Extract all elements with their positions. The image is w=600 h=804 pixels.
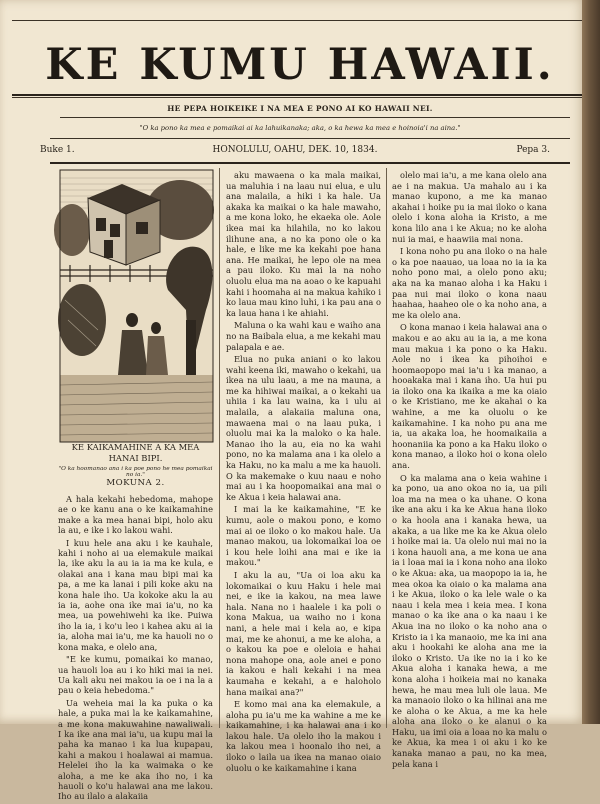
article-title: KE KAIKAMAHINE A KA MEA HANAI BIPI. <box>71 442 200 463</box>
paragraph: I aku la au, "Ua oi loa aku ka lokomaikai o kuu Haku i hele mai nei, e ike ia kakou, na mea lawe hala. Nana no i haalele i ka poli o kona Makua, ua waiho no i kona nani, a hele mai i kela ao, e kipa mai, me ke ahonui, a me ke aloha, a o kakou ka poe e oleloia e hahai nona mahope ona, aole anei e pono ia kakou e hali kekahi i na mea kaumaha e kekahi, a e haloholo hana maikai ana?" <box>226 569 381 697</box>
top-rule <box>12 20 582 21</box>
masthead-title: KE KUMU HAWAII. <box>45 40 555 90</box>
column-1-text <box>58 494 213 804</box>
chapter-heading: MOKUNA 2. <box>106 478 165 488</box>
woodcut-illustration <box>60 170 213 442</box>
column-3-text <box>392 170 547 771</box>
paragraph: I mai la ke kaikamahine, "E ke kumu, aole o makou pono, e komo mai ai oe iloko o ko makou hale. Ua manao makou, ua lokomaikai loa oe i kou hele loihi ana mai e ike ia makou." <box>226 504 381 568</box>
article-caption: "O ka hoomanao ana i ka poe pono he mea pomaikai no ia." <box>58 466 213 478</box>
subtitle-rule <box>60 117 570 118</box>
paragraph: O kona manao i keia halawai ana o makou e ao aku au ia ia, a me kona mau makua i ka pono o ka Haku. Aole no i ikea ka pihoihoi e hoomaopopo mai ia'u i ka manao, a hooakaka mai i kana iho. Ua hui pu ia iloko ona ka ikaika a me ka oiaio o ke Kristiano, me ke akahai o ka wahine, a me ka oluolu o ke kaikamahine. I ka noho pu ana me ia, ua akaka loa, he hoomaikaiia a hoonaniia ka pono a ka Haku iloko o kona manao, a iloko hoi o kona olelo ana. <box>392 322 547 471</box>
paragraph: O ka malama ana o keia wahine i ka pono, ua ano okoa no ia, ua pili loa ma na mea o ka uhane. O kona ike ana aku i ka ke Akua hana iloko o ka hoola ana i kanaka hewa, ua akaka, a ua like me ka ke Akua olelo i hoike mai ia. Ua olelo nui mai no ia i kona hauoli ana, a me kona ue ana ia i loaa mai ia i kona noho ana iloko o ke Akua: aka, ua maopopo ia ia, he mea okoa ka oiaio o ka malama ana i ke Akua, iloko o ka lele wale o ka naau i kela mea i keia mea. I kona manao o ka ike ana o ka naau i ke Akua ina no iloko o ka noho ana o Kristo ia i ka manaoio, me ka ini ana aku i hookahi ke aloha ana me ia iloko o Kristo. Ua ike no ia i ko ke Akua aloha i kanaka hewa, a me kona aloha i hoikeia mai no kanaka hewa, he mau mea luli ole laua. Me ka manaoio iloko o ka hilinai ana me ke aloha o ke Akua, a me ka hele aloha ana iloko o ke alanui o ka Haku, ua imi oia a loaa no ka malu o ke Akua, ka mea i oi aku i ko ke kanaka manao a pau, no ka mea, pela kana i <box>392 472 547 769</box>
column-divider-2 <box>386 168 387 728</box>
masthead-rule <box>12 94 582 96</box>
motto: "O ka pono ka mea e pomaikai ai ka lahuikanaka; aka, o ka hewa ka mea e hoinoia'i na aina." <box>139 124 461 132</box>
column-divider-1 <box>219 168 220 728</box>
paragraph: E komo mai ana ka elemakule, a aloha pu ia'u me ka wahine a me ke kaikamahine, i ka halawai ana i ko lakou hale. Ua olelo iho la makou i ka lakou mea i hoonalo iho nei, a iloko o laila ua ikea na manao oiaio oluolu o ke kaikamahine i kana <box>226 699 381 773</box>
column-2-text <box>226 170 381 775</box>
volume-label: Buke 1. <box>40 145 75 155</box>
paragraph: I kona noho pu ana iloko o na hale o ka poe naauao, ua loaa no ia ia ka noho pono mai, a olelo pono aku; aka na ka manao aloha i ka Haku i paa nui mai iloko o kona naau haahaa, haaheo ole o ka noho ana, a me ka olelo ana. <box>392 246 547 320</box>
book-edge <box>582 0 600 724</box>
paragraph: aku mawaena o ka mala maikai, ua maluhia i na laau nui elua, e ulu ana malaila, a hiki i ka hale. Ua akaka ka maikai o ka hale mawaho, a me kona loko, he ekaeka ole. Aole ikea mai ka hilahila, no ko lakou ilihune ana, a no ka pono ole o ka hale, e like me ka kekahi poe hana ana. He maikai, he lepo ole na mea a pau iloko. Ku mai la na noho oluolu elua ma na aoao o ke kapuahi kahi i hoomaha ai na makua kahiko i ko laua mau kino luhi, i ka pau ana o ka laua hana i ke ahiahi. <box>226 170 381 318</box>
subtitle: HE PEPA HOIKEIKE I NA MEA E PONO AI KO HAWAII NEI. <box>167 104 433 113</box>
issue-label: Pepa 3. <box>516 145 550 155</box>
paragraph: Maluna o ka wahi kau e waiho ana no na Baibala elua, a me kekahi mau palapala e ae. <box>226 320 381 352</box>
paragraph: "E ke kumu, pomaikai ko manao, ua hauoli loa au i ko hiki mai ia nei. Ua kali aku nei makou ia oe i na la a pau o keia hebedoma." <box>58 654 213 696</box>
paragraph: Ua weheia mai la ka puka o ka hale, a puka mai la ke kaikamahine, a me kona makuwahine nawaliwali. I ka ike ana mai ia'u, ua kupu mai la paha ka manao i ka lua kupapau, kahi a makou i hoalawai ai mamua. Helelei iho la ka waimaka o ke aloha, a me ke aka iho no, i ka hauoli o ko'u halawai ana me lakou. Iho au ilalo a alakaiia <box>58 697 213 802</box>
motto-rule <box>50 138 570 139</box>
paragraph: Elua no puka aniani o ko lakou wahi keena iki, mawaho o kekahi, ua ikea na ulu laau, a me na mauna, a me ka hihiwai maikai, a o kekahi ua uhiia i ka lau waina, ka i ulu ai malaila, a alakaiia maluna ona, mawaena mai o na laau puka, i oluolu mai ka la maloko o ka hale. Manao iho la au, eia no ka wahi pono, no ka malama ana i ka olelo a ka Haku, no ka malu a me ka hauoli. O ka makemake o kuu naau e noho mai au i ka hoopomaikai ana mai o ke Akua i keia halawai ana. <box>226 354 382 502</box>
masthead-rule-thin <box>12 97 582 98</box>
paragraph: A hala kekahi hebedoma, mahope ae o ke kanu ana o ke kaikamahine make a ka mea hanai bipi, holo aku la au, e ike i ko lakou wahi. <box>58 494 213 536</box>
paragraph: I kuu hele ana aku i ke kauhale, kahi i noho ai ua elemakule maikai la, ike aku la au ia ia ma ke kula, e olakai ana i kana mau bipi mai ka pa, a me ka lanai i pili koke aku na kona hale iho. Ua kokoke aku la au ia ia, aohe ona ike mai ia'u, no ka mea, ua powehiwehi ka ike. Puiwa iho la ia, i ko'u leo i kahea aku ai ia ia, aloha mai ia'u, me ka hauoli no o kona maka, e olelo ana, <box>58 537 213 652</box>
dateline-rule <box>50 162 570 164</box>
place-date: HONOLULU, OAHU, DEK. 10, 1834. <box>212 145 378 155</box>
paragraph: olelo mai ia'u, a me kana olelo ana ae i na makua. Ua mahalo au i ka manao kupono, a me ka manao akahai i hoike pu ia mai iloko o kana olelo i kona aloha ia Kristo, a me kona lilo ana i ke Akua; no ke aloha nui ia mai, e haawiia mai nona. <box>392 170 547 244</box>
